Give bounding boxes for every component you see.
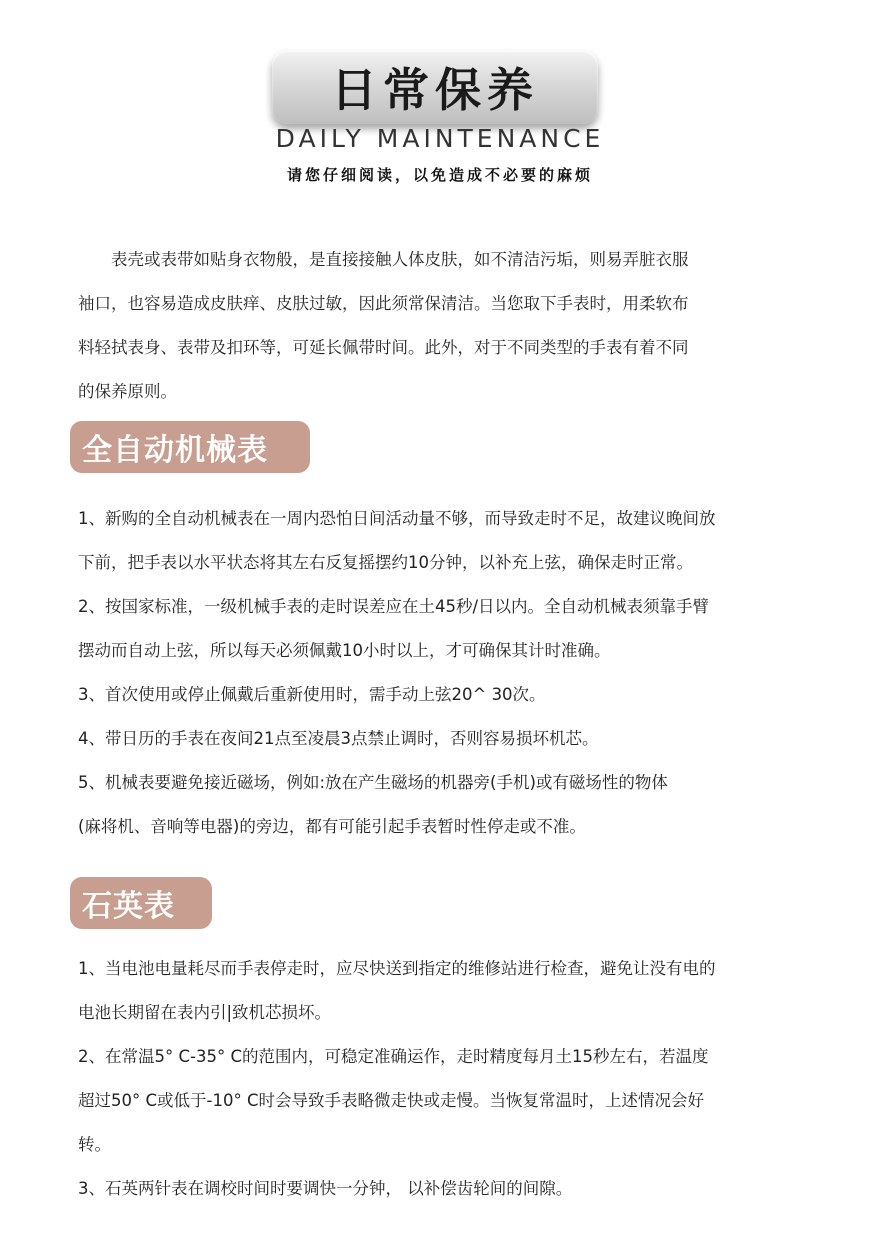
list-line: 2、在常温5° C-35° C的范围内，可稳定准确运作，走时精度每月土15秒左右，若温度 [78,1047,709,1066]
list-line: 3、石英两针表在调校时间时要调快一分钟， 以补偿齿轮间的间隙。 [78,1179,573,1198]
header [0,0,880,200]
list-line: 转。 [78,1135,111,1154]
quartz-watch-list [78,947,808,1211]
list-line: 2、按国家标准，一级机械手表的走时误差应在土45秒/日以内。全自动机械表须靠手臂 [78,597,710,616]
intro-paragraph [78,238,798,414]
section-heading-quartz: 石英表 [70,877,212,929]
list-line: 1、新购的全自动机械表在一周内恐怕日间活动量不够，而导致走时不足，故建议晚间放 [78,509,716,528]
list-line: 下前，把手表以水平状态将其左右反复摇摆约10分钟，以补充上弦，确保走时正常。 [78,553,693,572]
list-line: 1、当电池电量耗尽而手表停走时，应尽快送到指定的维修站进行检查，避免让没有电的 [78,959,716,978]
page-title: 日常保养 [331,63,539,117]
list-line: 电池长期留在表内引|致机芯损坏。 [78,1003,332,1022]
list-line: (麻将机、音响等电器)的旁边，都有可能引起手表暂时性停走或不准。 [78,817,586,836]
list-line: 5、机械表要避免接近磁场，例如:放在产生磁场的机器旁(手机)或有磁场性的物体 [78,773,668,792]
intro-line: 料轻拭表身、表带及扣环等，可延长佩带时间。此外，对于不同类型的手表有着不同 [78,338,689,357]
intro-line: 的保养原则。 [78,382,177,401]
automatic-watch-list [78,497,808,849]
page-subtitle: DAILY MAINTENANCE [275,124,605,153]
list-line: 摆动而自动上弦，所以每天必须佩戴10小时以上，才可确保其计时准确。 [78,641,611,660]
intro-line: 袖口，也容易造成皮肤痒、皮肤过敏，因此须常保清洁。当您取下手表时，用柔软布 [78,294,689,313]
section-heading-automatic: 全自动机械表 [70,421,310,473]
list-line: 3、首次使用或停止佩戴后重新使用时，需手动上弦20^ 30次。 [78,685,546,704]
tagline: 请您仔细阅读，以免造成不必要的麻烦 [286,166,593,184]
title-banner [272,50,598,124]
intro-line: 表壳或表带如贴身衣物般，是直接接触人体皮肤，如不清洁污垢，则易弄脏衣服 [78,250,689,269]
list-line: 超过50° C或低于-10° C时会导致手表略微走快或走慢。当恢复常温时，上述情况会好 [78,1091,704,1110]
list-line: 4、带日历的手表在夜间21点至凌晨3点禁止调时，否则容易损坏机芯。 [78,729,599,748]
